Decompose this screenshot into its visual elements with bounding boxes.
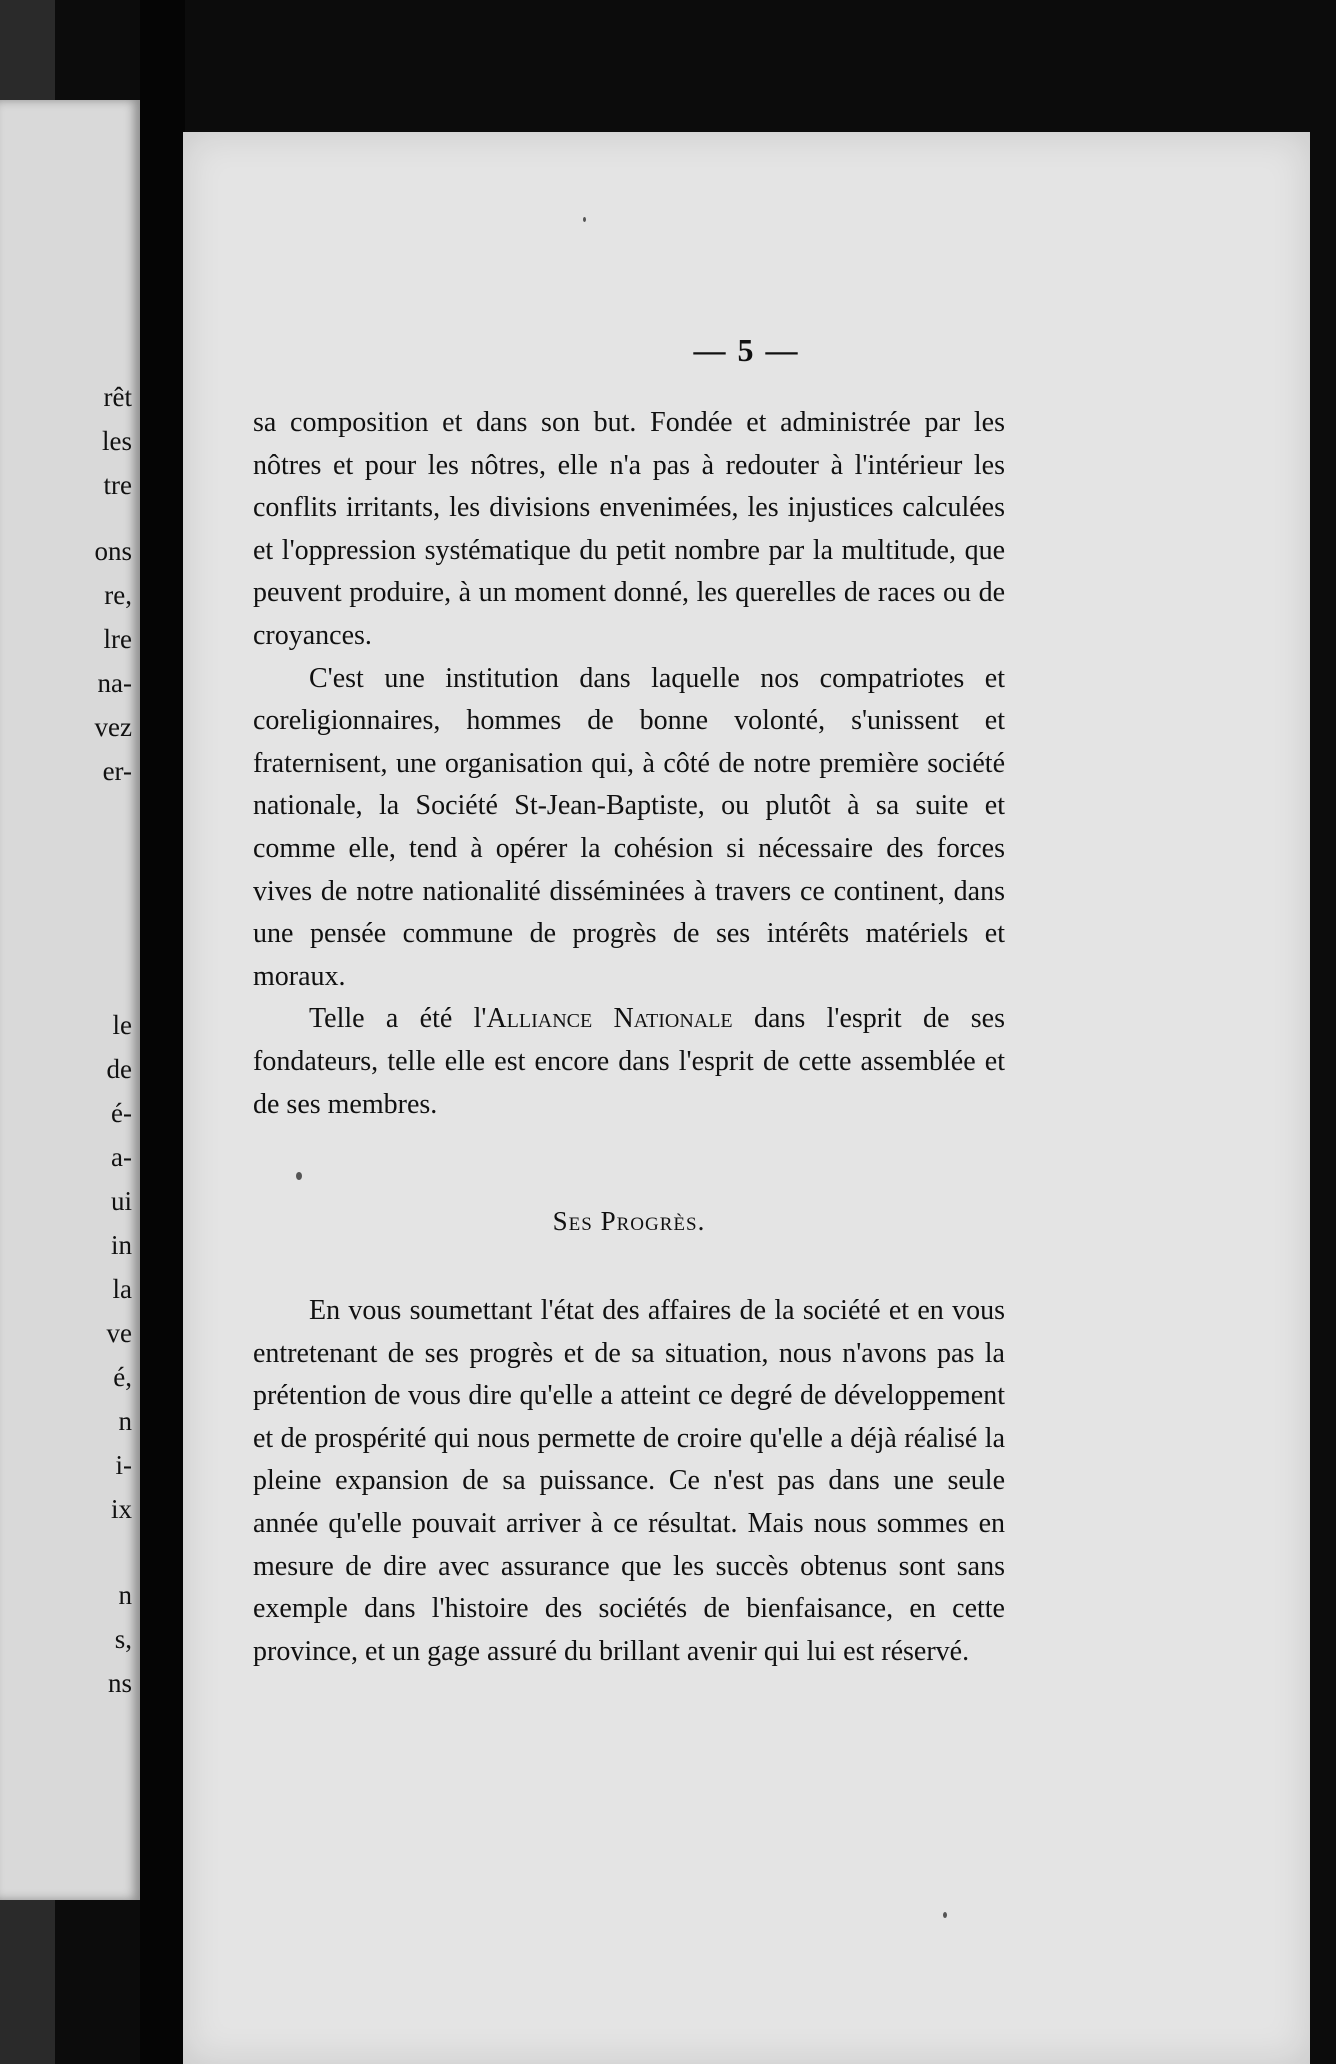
paragraph-alliance (253, 998, 1005, 1126)
fragment: é, (113, 1362, 132, 1392)
fragment: vez (94, 712, 132, 742)
page-number: — 5 — (693, 332, 800, 368)
fragment: ui (110, 1186, 132, 1216)
fragment: lre (103, 624, 132, 654)
fragment: er- (102, 756, 132, 786)
alliance-name: Alliance Nationale (486, 1003, 733, 1035)
paragraph-progress: En vous soumettant l'état des affaires de la société et en vous entretenant de ses progrès et de sa situation, nous n'avons pas la prétention de vous dire qu'elle a atteint ce degré de développement et de prospérité qui nous permette de croire qu'elle a déjà réalisé la pleine expansion de sa puissance. Ce n'est pas dans une seule année qu'elle pouvait arriver à ce résultat. Mais nous sommes en mesure de dire avec assurance que les succès obtenus sont sans exemple dans l'histoire des sociétés de bienfaisance, en cette province, et un gage assuré du brillant avenir qui lui est réservé. (253, 1295, 1005, 1667)
fragment: ve (106, 1318, 132, 1348)
fragment: les (102, 426, 132, 456)
text-block-top (253, 402, 1005, 1126)
fragment: é- (111, 1098, 132, 1128)
fragment: n (118, 1406, 132, 1436)
book-spine-shadow (140, 0, 185, 2064)
fragment: n (118, 1580, 132, 1610)
fragment: rêt (103, 382, 132, 412)
section-heading: Ses Progrès. (552, 1206, 706, 1236)
fragment: le (112, 1010, 132, 1040)
fragment: i- (115, 1450, 132, 1480)
paragraph-institution: C'est une institution dans laquelle nos compatriotes et coreligionnaires, hommes de bonne volonté, s'unissent et fraternisent, une organisation qui, à côté de notre première société nationale, la Société St-Jean-Baptiste, ou plutôt à sa suite et comme elle, tend à opérer la cohésion si nécessaire des forces vives de notre nationalité disséminées à travers ce continent, dans une pensée commune de progrès de ses intérêts matériels et moraux. (253, 662, 1005, 992)
fragment: la (112, 1274, 132, 1304)
speck (943, 1912, 947, 1918)
text-block-bottom (253, 1290, 1005, 1673)
fragment: ix (110, 1494, 132, 1524)
book-page (183, 132, 1310, 2064)
previous-page-edge (0, 100, 140, 1900)
fragment: tre (103, 470, 132, 500)
alliance-text-after: dans l'esprit de ses fondateurs, telle elle est encore dans l'esprit de cette assemblée et de ses membres. (253, 1003, 1005, 1120)
speck (296, 1172, 302, 1180)
fragment: in (110, 1230, 132, 1260)
alliance-text-before: Telle a été l' (309, 1003, 487, 1035)
speck (583, 217, 586, 222)
fragment: ons (94, 536, 132, 566)
paragraph-composition: sa composition et dans son but. Fondée et administrée par les nôtres et pour les nôtres, elle n'a pas à redouter à l'intérieur les conflits irritants, les divisions envenimées, les injustices calculées et l'oppression systématique du petit nombre par la multitude, que peuvent produire, à un moment donné, les querelles de races ou de croyances. (253, 407, 1005, 651)
fragment: ns (107, 1668, 132, 1698)
fragment: s, (114, 1624, 132, 1654)
fragment: de (106, 1054, 132, 1084)
fragment: a- (111, 1142, 132, 1172)
fragment: na- (97, 668, 132, 698)
fragment: re, (104, 580, 132, 610)
